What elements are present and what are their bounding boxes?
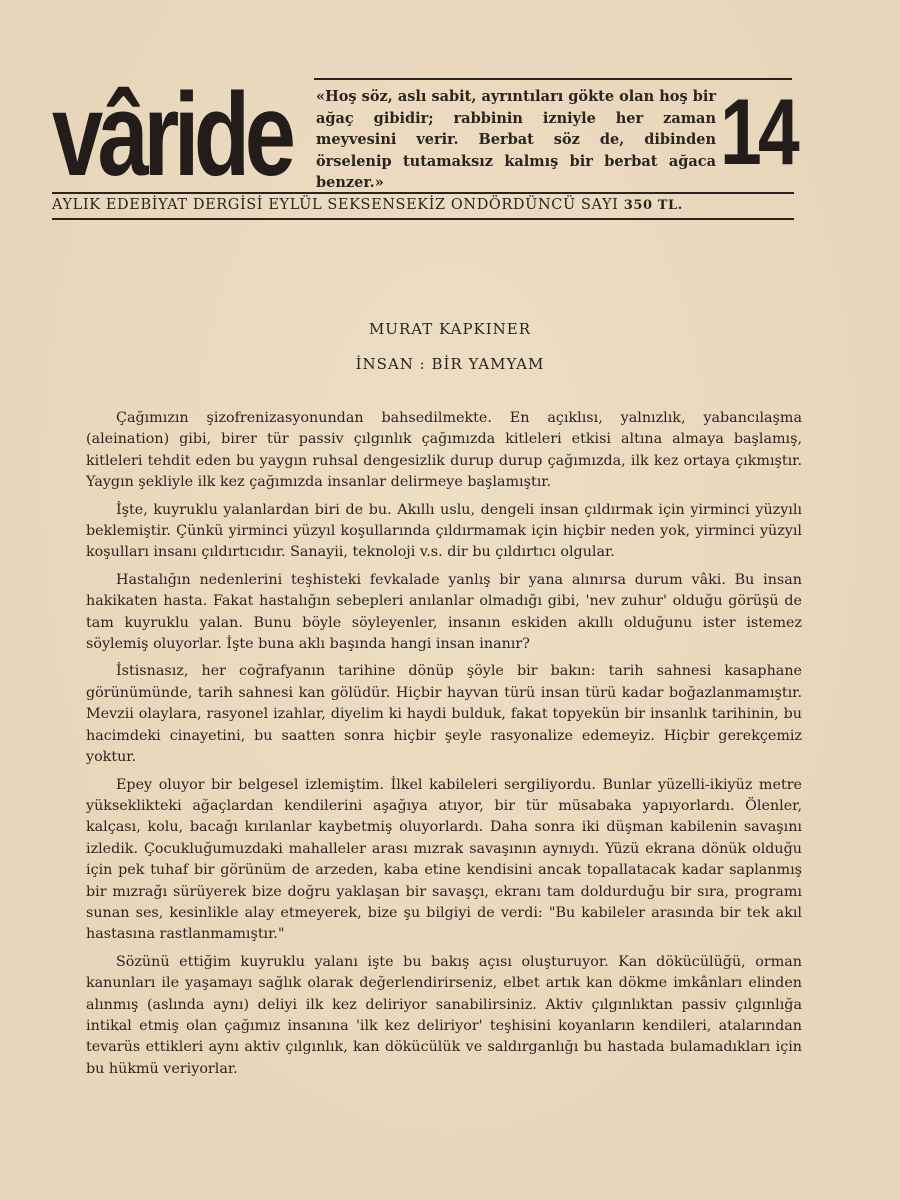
epigraph: «Hoş söz, aslı sabit, ayrıntıları gökte olan hoş bir ağaç gibidir; rabbinin izniyle her zaman meyvesini verir. Berbat söz de, dibinden örselenip tutamaksız kalmış bir berbat ağaca benzer.»	[316, 88, 716, 191]
article-paragraph: Hastalığın nedenlerini teşhisteki fevkalade yanlış bir yana alınırsa durum vâki. Bu insan hakikaten hasta. Fakat hastalığın sebepleri anılanlar olmadığı gibi, 'nev zuhur' olduğu görüşü de tam kuyruklu yalan. Bunu böyle söyleyenler, insanın eskiden akıllı olduğunu ister istemez söylemiş oluyorlar. İşte buna aklı başında hangi insan inanır?	[86, 571, 802, 653]
article-paragraph: İstisnasız, her coğrafyanın tarihine dönüp şöyle bir bakın: tarih sahnesi kasaphane görünümünde, tarih sahnesi kan gölüdür. Hiçbir hayvan türü insan türü kadar boğazlanmamıştır. Mevzii olaylara, rasyonel izahlar, diyelim ki haydi bulduk, fakat topyekün bir insanlık tarihinin, bu hacimdeki cinayetini, bu saatten sonra hiçbir şeyle rasyonalize edemeyiz. Hiçbir gerekçemiz yoktur.	[86, 663, 802, 766]
issue-number: 14	[720, 79, 796, 184]
price: 350 TL.	[623, 198, 683, 213]
article-body	[86, 408, 802, 1086]
magazine-logo: vâride	[52, 69, 291, 201]
magazine-description: AYLIK EDEBİYAT DERGİSİ EYLÜL SEKSENSEKİZ ONDÖRDÜNCÜ SAYI	[52, 197, 619, 213]
masthead-subtitle	[52, 197, 794, 213]
article-author: MURAT KAPKINER	[368, 320, 532, 338]
masthead-bottom-rule	[52, 218, 794, 220]
masthead-middle-rule	[52, 192, 794, 194]
article-paragraph: Çağımızın şizofrenizasyonundan bahsedilmekte. En açıklısı, yalnızlık, yabancılaşma (aleination) gibi, birer tür passiv çılgınlık çağımızda kitleleri etkisi altına almaya başlamış, kitleleri tehdit eden bu yaygın ruhsal dengesizlik durup durup çağımızda, ilk kez ortaya çıkmıştır. Yaygın şekliyle ilk kez çağımızda insanlar delirmeye başlamıştır.	[86, 410, 802, 491]
masthead	[52, 69, 796, 228]
article-paragraph: Epey oluyor bir belgesel izlemiştim. İlkel kabileleri sergiliyordu. Bunlar yüzelli-ikiyüz metre yükseklikteki ağaçlardan kendilerini aşağıya atıyor, bir tür müsabaka yapıyorlardı. Ölenler, kalçası, kolu, bacağı kırılanlar kaybetmiş oluyorlardı. Daha sonra iki düşman kabilenin savaşını izledik. Çocukluğumuzdaki mahalleler arası mızrak savaşının aynıydı. Yüzü ekrana dönük olduğu için pek tuhaf bir görünüm de arzeden, kaba etine kendisini ancak topallatacak kadar saplanmış bir mızrağı sürüyerek bize doğru yaklaşan bir savaşçı, ekranı tam doldurduğu bir sıra, programı sunan ses, kesinlikle alay etmeyerek, bize şu bilgiyi de verdi: "Bu kabileler arasında bir tek akıl hastasına rastlanmamıştır."	[86, 776, 802, 943]
article-title: İNSAN : BİR YAMYAM	[355, 355, 545, 373]
article-paragraph: Sözünü ettiğim kuyruklu yalanı işte bu bakış açısı oluşturuyor. Kan dökücülüğü, orman kanunları ile yaşamayı sağlık olarak değerlendirirseniz, elbet artık kan dökme imkânları elinden alınmış (aslında aynı) deliyi ilk kez deliriyor sanabilirsiniz. Aktiv çılgınlıktan passiv çılgınlığa intikal etmiş olan çağımız insanına 'ilk kez deliriyor' teşhisini koyanların kendileri, atalarından tevarüs ettikleri aynı aktiv çılgınlık, kan dökücülük ve saldırganlığı bu hastada bulamadıkları için bu hükmü veriyorlar.	[86, 953, 802, 1077]
article-paragraph: İşte, kuyruklu yalanlardan biri de bu. Akıllı uslu, dengeli insan çıldırmak için yirminci yüzyılı beklemiştir. Çünkü yirminci yüzyıl koşullarında çıldırmamak için hiçbir neden yok, yirminci yüzyıl koşulları insanı çıldırtıcıdır. Sanayii, teknoloji v.s. dir bu çıldırtıcı olgular.	[86, 501, 802, 561]
